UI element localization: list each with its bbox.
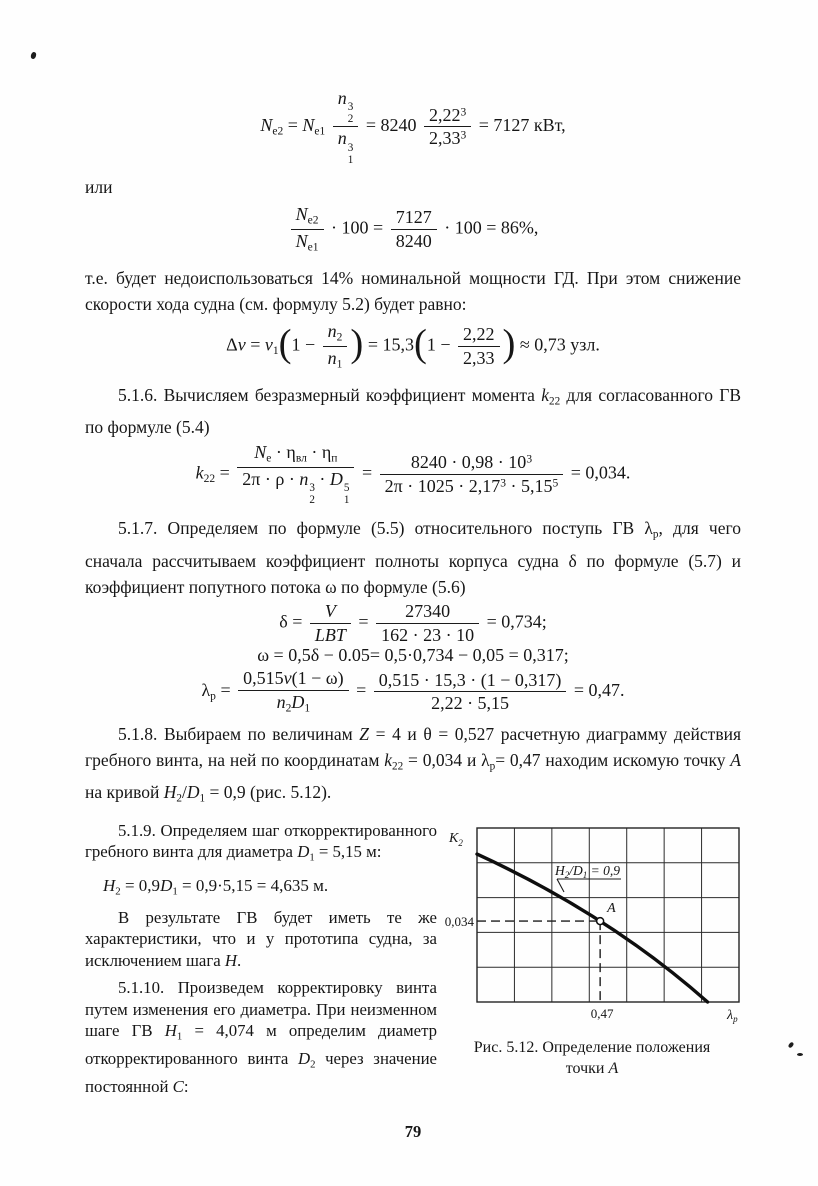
figure-5-12-chart xyxy=(443,820,741,1026)
ink-speck xyxy=(30,51,37,59)
formula-omega: ω = 0,5δ − 0.05= 0,5·0,734 − 0,05 = 0,317; xyxy=(257,645,569,666)
ink-speck xyxy=(788,1041,795,1048)
x-axis-label: $\lambda_р$ xyxy=(727,1007,738,1024)
paragraph-5-1-10: 5.1.10. Произведем корректировку винта путем изменения его диаметра. При неизменном шаге ГВ $H_1 = 4,074$ м определим диаметр откорректированного винта $D_2$ через значение постоянной С: xyxy=(85,978,437,1097)
paragraph-5-1-7: 5.1.7. Определяем по формуле (5.5) относительного поступь ГВ $\lambda_р$, для чего сначала рассчитываем коэффициент полноты корпуса судна δ по формуле (5.7) и коэффициент попутного потока ω по формуле (5.6) xyxy=(85,518,741,597)
x-tick-047: 0,47 xyxy=(590,1005,614,1021)
ink-speck xyxy=(797,1053,803,1056)
figure-caption xyxy=(443,1037,741,1079)
formula-power-percent: $\frac{N_{e2}}{N_{e1}}$ · 100 = $\frac{7127}{8240}$ · 100 = 86%, xyxy=(85,204,741,255)
two-column-section xyxy=(85,820,741,1104)
y-tick-0034: 0,034 xyxy=(444,913,474,929)
formula-delta: δ = $\frac{V}{\text{LBT}}$ = $\frac{27340}{162 \cdot 23 \cdot 10}$ = 0,734; xyxy=(279,601,547,645)
text-block xyxy=(85,86,741,1142)
point-a-label: А xyxy=(607,900,616,916)
paragraph-intro: т.е. будет недоиспользоваться 14% номинальной мощности ГД. При этом снижение скорости хода судна (см. формулу 5.2) будет равно: xyxy=(85,267,741,314)
formula-lambda-p: $\lambda_р$ = $\frac{0,515v(1 - \omega)}{n_2D_1}$ = $\frac{0,515 \cdot 15,3 \cdot (1 - 0,317)}{2,22 \cdot 5,15}$ = 0,47. xyxy=(201,668,625,715)
left-column xyxy=(85,820,437,1104)
formula-delta-v: $\Delta v = v_1(1$ − $\frac{n_2}{n_1}$ ) = 15,3(1 − $\frac{2,22}{2,33}$ ) ≈ 0,73 узл. xyxy=(226,320,600,371)
paragraph-5-1-6: 5.1.6. Вычисляем безразмерный коэффициент момента $k_{22}$ для согласованного ГВ по формуле (5.4) xyxy=(85,384,741,438)
connector-or: или xyxy=(85,176,113,197)
figure-5-12 xyxy=(443,820,741,1104)
formula-h2: $H_2 = 0,9D_1 = 0,9\cdot 5,15 = 4,635$ м. xyxy=(103,876,329,898)
formula-k22: $k_{22}$ = $N_e \cdot \eta_{вл} \cdot \eta_п$ 2π · ρ · n 3 2 · D 5 1 = $\frac{8240 \cdot 0,98 \cdot 10^3}{2\pi \cdot 1025 \cdot 2,17^3 \cdot 5,15^5}$ = 0,034. xyxy=(195,442,631,507)
paragraph-result: В результате ГВ будет иметь те же характеристики, что и у прототипа судна, за исключением шага Н. xyxy=(85,907,437,970)
formula-ne2-ratio: $N_{e2} = N_{e1}$ n 3 2 n 3 1 = 8240 $\frac{2,22^3}{2,33^3}$ = 7127 кВт, xyxy=(260,88,566,166)
y-axis-label: $K_2$ xyxy=(449,830,463,848)
point-a-marker xyxy=(597,917,604,924)
figure-caption-line2: точки А xyxy=(565,1059,619,1077)
paragraph-5-1-8: 5.1.8. Выбираем по величинам Z = 4 и θ = 0,527 расчетную диаграмму действия гребного винта, на ней по координатам $k_{22} = 0,034$ и $\lambda_р= 0,47$ находим искомую точку А на кривой $H_2/D_1 = 0,9$ (рис. 5.12). xyxy=(85,723,741,805)
page-number: 79 xyxy=(404,1121,422,1141)
paragraph-5-1-9: 5.1.9. Определяем шаг откорректированного гребного винта для диаметра $D_1 = 5,15$ м: xyxy=(85,820,437,864)
curve-label: $H_2/D_1 = 0,9$ xyxy=(555,862,620,880)
figure-caption-line1: Рис. 5.12. Определение положения xyxy=(473,1038,711,1056)
curve-label-leader xyxy=(557,879,564,892)
